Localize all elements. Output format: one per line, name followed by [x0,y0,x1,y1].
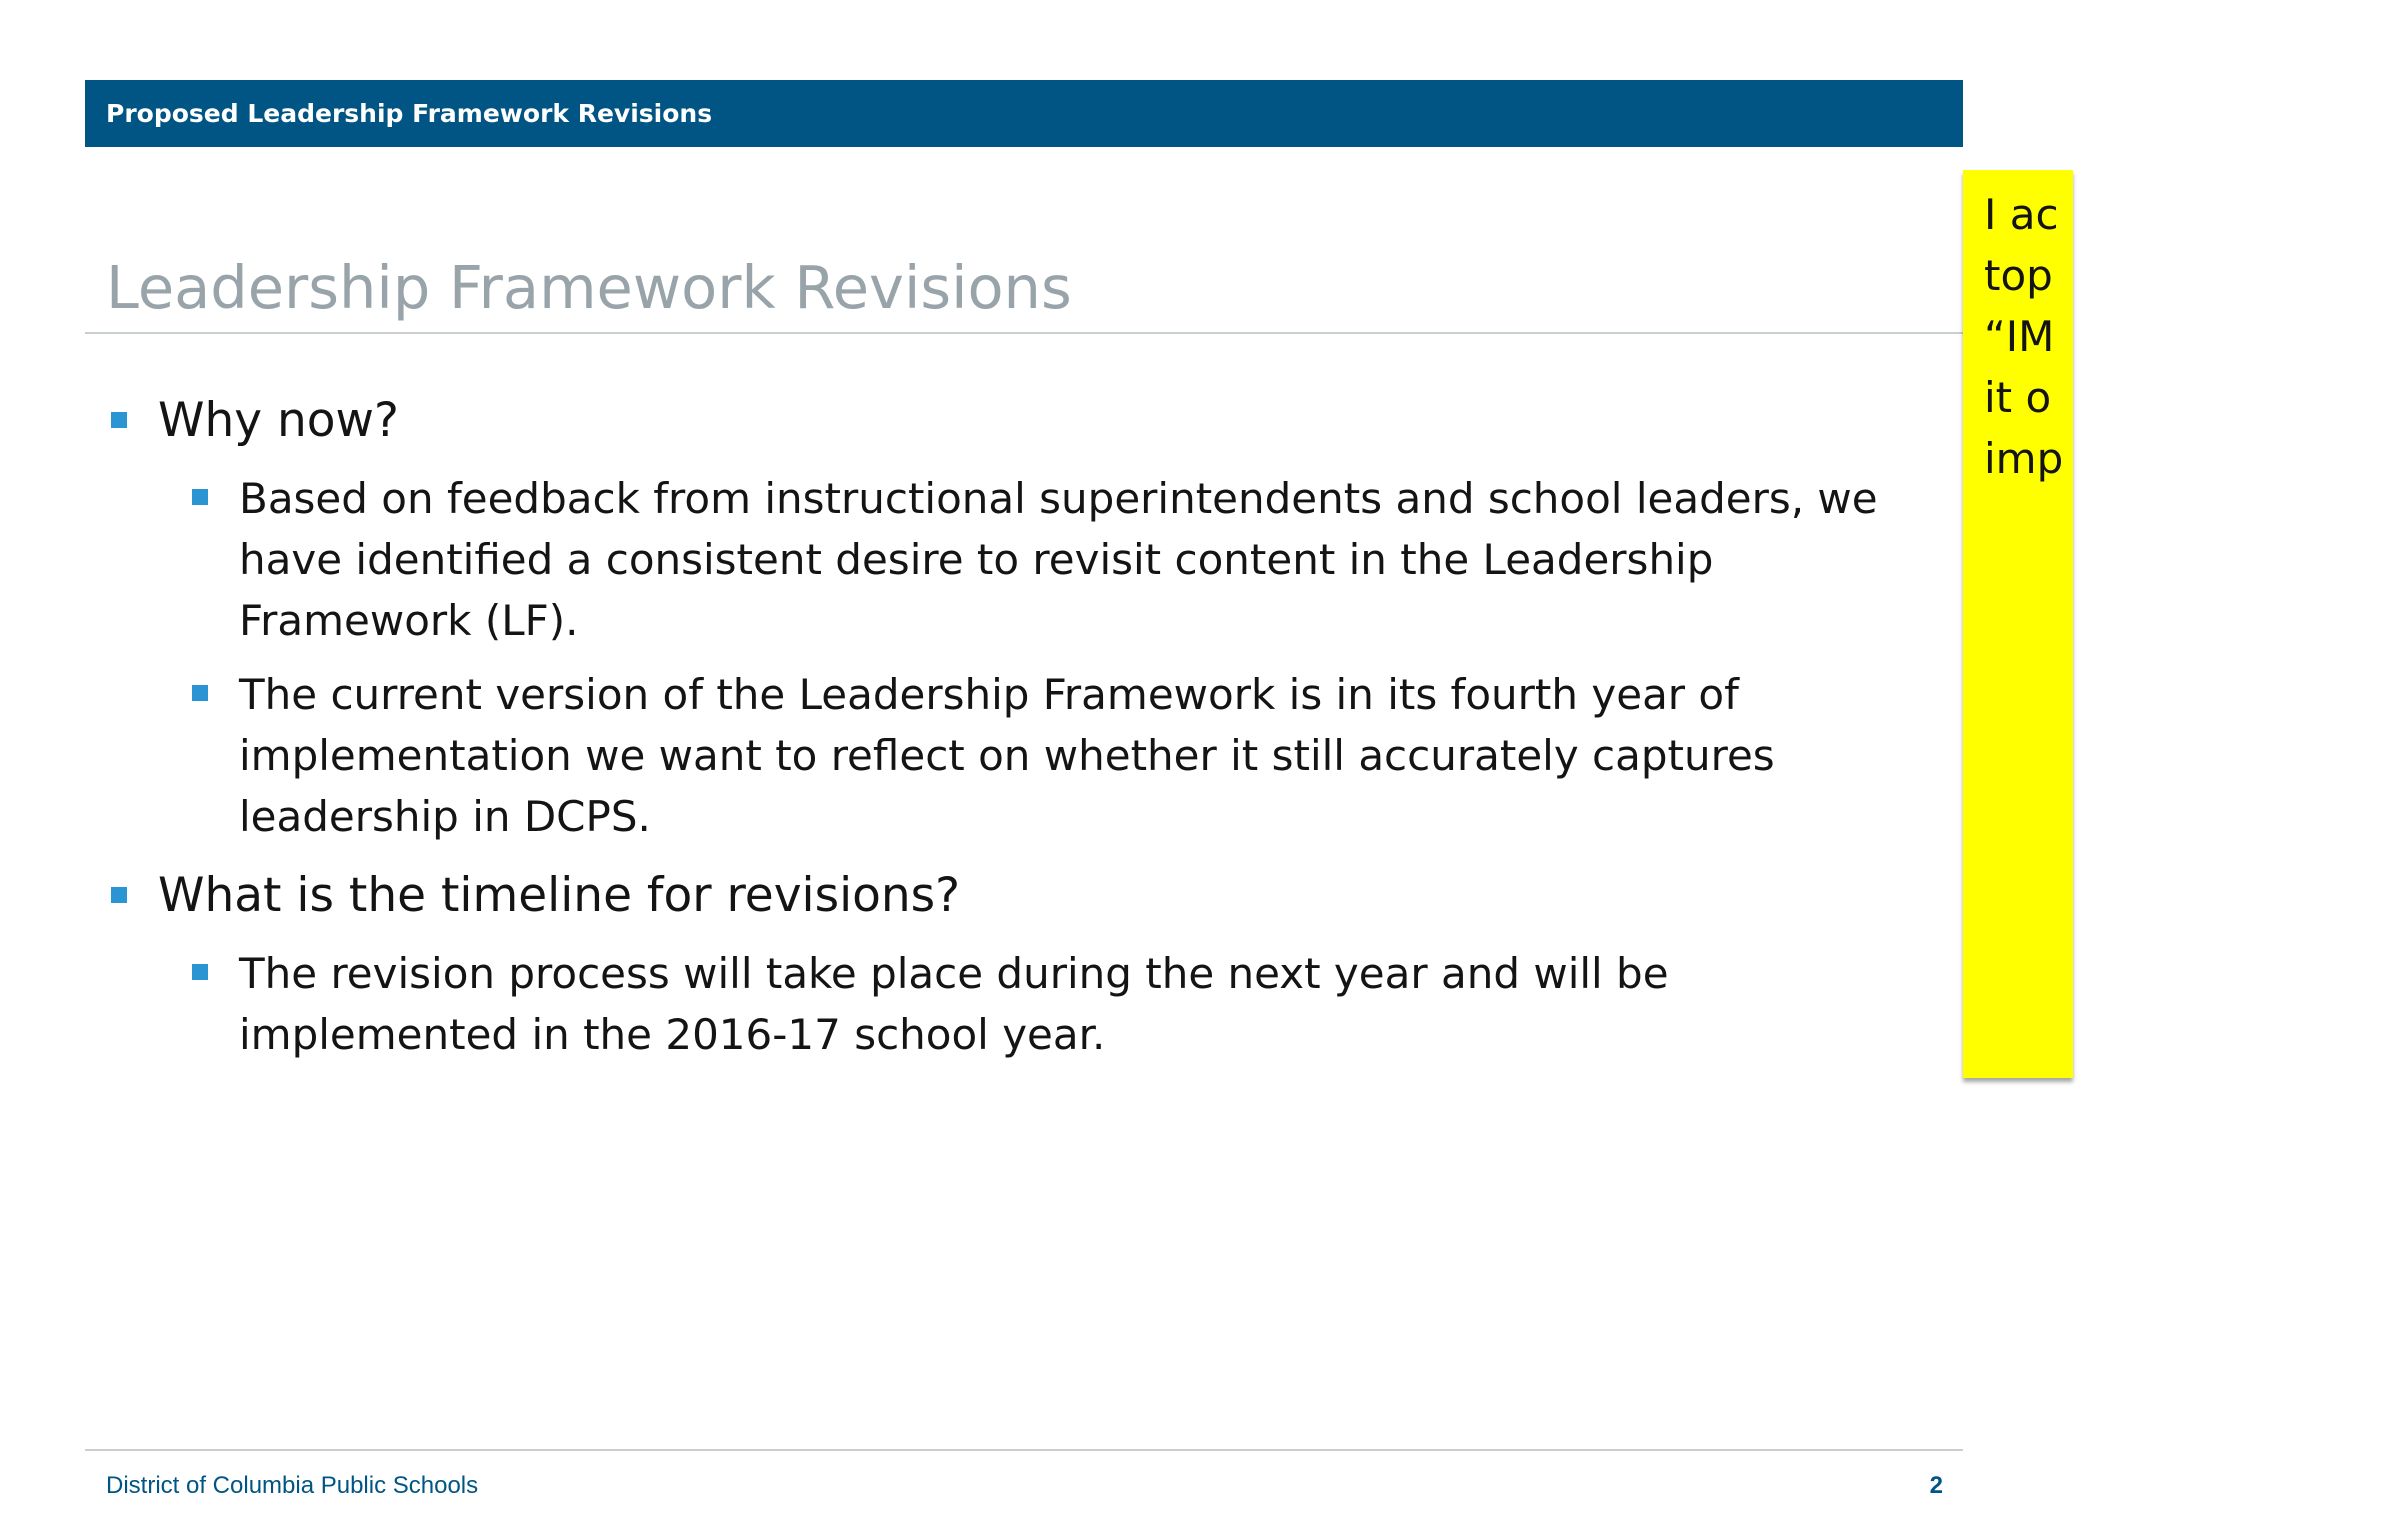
title-divider [85,332,2048,334]
footer-organization: District of Columbia Public Schools [106,1472,479,1499]
sub-bullet-text: The revision process will take place during the next year and will be implemented in the 2016-17 school year. [239,949,1669,1059]
sticky-note-line: top [1984,251,2053,300]
header-bar-title: Proposed Leadership Framework Revisions [106,99,713,128]
sticky-note-line: “IM [1984,312,2055,361]
page-number: 2 [1929,1472,1943,1499]
footer-divider [85,1449,1963,1451]
sub-bullet-text: The current version of the Leadership Framework is in its fourth year of implementation we want to reflect on whether it still accurately captures leadership in DCPS. [239,670,1775,841]
sticky-note-text [1984,184,2384,489]
square-bullet-icon [192,685,208,701]
sticky-note-line: imp [1984,434,2064,483]
sub-bullet-text: Based on feedback from instructional superintendents and school leaders, we have identified a consistent desire to revisit content in the Leadership Framework (LF). [239,474,1878,645]
square-bullet-icon [192,489,208,505]
bullet-why-now [158,390,399,452]
sub-bullet-current-version [239,664,1957,847]
square-bullet-icon [111,412,127,428]
slide-title: Leadership Framework Revisions [106,253,1072,322]
bullet-text: Why now? [158,393,399,448]
square-bullet-icon [192,964,208,980]
sub-bullet-revision-process [239,943,1957,1065]
header-bar [85,80,1963,147]
sub-bullet-feedback [239,468,1957,651]
sticky-note-line: I ac [1984,190,2059,239]
sticky-note-line: it o [1984,373,2052,422]
square-bullet-icon [111,887,127,903]
sticky-note-comment[interactable] [1963,170,2073,1078]
bullet-text: What is the timeline for revisions? [158,868,961,923]
bullet-timeline [158,865,960,927]
